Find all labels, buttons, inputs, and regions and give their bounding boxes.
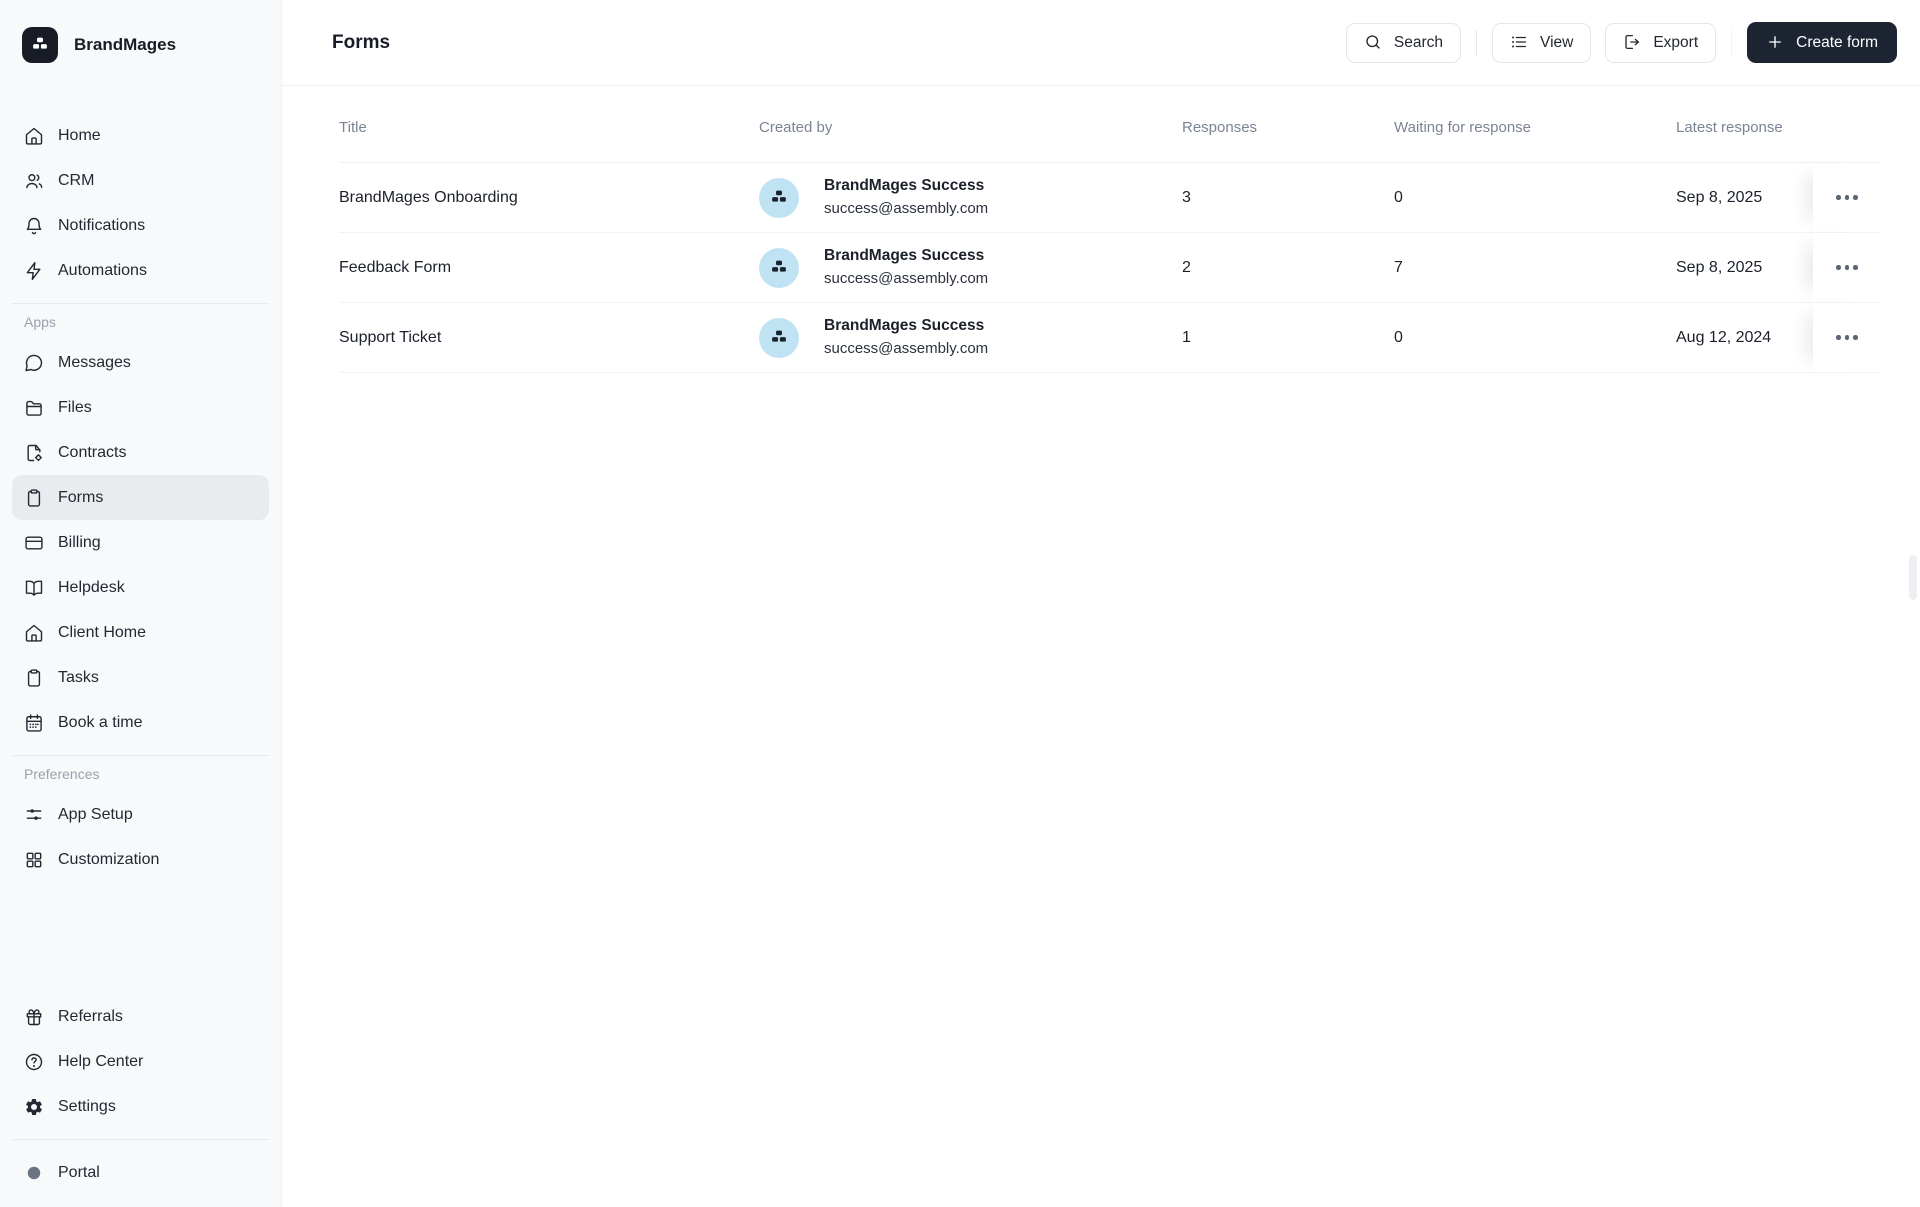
sidebar-item-settings[interactable] <box>12 1084 269 1129</box>
sidebar-footer-nav <box>0 994 281 1207</box>
search-button[interactable] <box>1346 23 1461 63</box>
file-gear-icon <box>24 443 44 463</box>
sidebar-item-client-home[interactable] <box>12 610 269 655</box>
column-header-responses: Responses <box>1182 118 1258 136</box>
creator-avatar <box>759 248 799 288</box>
creator-email: success@assembly.com <box>824 269 989 287</box>
brand-name: BrandMages <box>74 35 177 54</box>
sidebar-item-messages[interactable] <box>12 340 269 385</box>
table-body <box>339 163 1881 373</box>
sidebar-item-label: Settings <box>58 1097 116 1115</box>
page-header <box>282 0 1920 86</box>
creator-name: BrandMages Success <box>824 317 985 335</box>
sliders-icon <box>24 805 44 825</box>
creator-name: BrandMages Success <box>824 247 985 265</box>
bell-icon <box>24 216 44 236</box>
sidebar <box>0 0 282 1207</box>
creator-name: BrandMages Success <box>824 177 985 195</box>
created-by-cell <box>759 245 1182 289</box>
sidebar-item-helpdesk[interactable] <box>12 565 269 610</box>
message-icon <box>24 353 44 373</box>
clipboard-icon <box>24 668 44 688</box>
created-by-cell <box>759 175 1182 219</box>
form-title: Feedback Form <box>339 258 452 276</box>
zap-icon <box>24 261 44 281</box>
column-header-title: Title <box>339 118 367 136</box>
sidebar-item-label: Book a time <box>58 713 143 731</box>
dot-icon <box>24 1163 44 1183</box>
table-row[interactable] <box>339 303 1881 373</box>
waiting-count: 7 <box>1394 258 1403 276</box>
sidebar-item-label: Helpdesk <box>58 578 125 596</box>
sidebar-item-customization[interactable] <box>12 837 269 882</box>
sidebar-item-help-center[interactable] <box>12 1039 269 1084</box>
search-button-label: Search <box>1393 33 1444 51</box>
clipboard-icon <box>24 488 44 508</box>
sidebar-item-book-a-time[interactable] <box>12 700 269 745</box>
row-actions-cell <box>1813 233 1881 302</box>
creator-avatar <box>759 318 799 358</box>
view-button-label: View <box>1540 33 1574 51</box>
actions-divider <box>1731 30 1732 56</box>
credit-card-icon <box>24 533 44 553</box>
sidebar-item-label: Help Center <box>58 1052 144 1070</box>
sidebar-item-contracts[interactable] <box>12 430 269 475</box>
sidebar-item-billing[interactable] <box>12 520 269 565</box>
list-view-icon <box>1510 33 1530 53</box>
column-header-created-by: Created by <box>759 118 833 136</box>
sidebar-item-label: Home <box>58 126 101 144</box>
sidebar-item-label: CRM <box>58 171 95 189</box>
help-circle-icon <box>24 1052 44 1072</box>
export-button-label: Export <box>1653 33 1699 51</box>
sidebar-item-tasks[interactable] <box>12 655 269 700</box>
row-actions-cell <box>1813 163 1881 232</box>
latest-response-date: Sep 8, 2025 <box>1676 188 1763 206</box>
table-row[interactable] <box>339 233 1881 303</box>
brand-logo-icon <box>22 27 58 63</box>
brand <box>0 0 281 63</box>
column-header-latest: Latest response <box>1676 118 1783 136</box>
sidebar-item-automations[interactable] <box>12 248 269 293</box>
sidebar-item-label: Forms <box>58 488 104 506</box>
column-header-waiting: Waiting for response <box>1394 118 1532 136</box>
sidebar-item-label: Referrals <box>58 1007 123 1025</box>
row-actions-cell <box>1813 303 1881 372</box>
search-icon <box>1364 33 1384 53</box>
header-actions <box>1346 22 1897 63</box>
grid-icon <box>24 850 44 870</box>
create-form-button-label: Create form <box>1796 33 1878 51</box>
form-title: BrandMages Onboarding <box>339 188 518 206</box>
forms-table <box>339 86 1881 373</box>
sidebar-item-label: Files <box>58 398 92 416</box>
latest-response-date: Sep 8, 2025 <box>1676 258 1763 276</box>
calendar-icon <box>24 713 44 733</box>
sidebar-item-app-setup[interactable] <box>12 792 269 837</box>
table-row[interactable] <box>339 163 1881 233</box>
waiting-count: 0 <box>1394 328 1403 346</box>
creator-avatar <box>759 178 799 218</box>
sidebar-item-label: Contracts <box>58 443 127 461</box>
sidebar-item-files[interactable] <box>12 385 269 430</box>
main-content <box>282 0 1920 1207</box>
folder-icon <box>24 398 44 418</box>
sidebar-item-forms[interactable] <box>12 475 269 520</box>
sidebar-item-label: Notifications <box>58 216 146 234</box>
responses-count: 2 <box>1182 258 1191 276</box>
creator-email: success@assembly.com <box>824 199 989 217</box>
sidebar-section-label: Preferences <box>24 766 100 782</box>
sidebar-item-referrals[interactable] <box>12 994 269 1039</box>
page-title: Forms <box>332 31 391 53</box>
table-header-row <box>339 86 1881 163</box>
form-title: Support Ticket <box>339 328 442 346</box>
responses-count: 1 <box>1182 328 1191 346</box>
sidebar-item-crm[interactable] <box>12 158 269 203</box>
plus-icon <box>1766 33 1786 53</box>
sidebar-item-label: Messages <box>58 353 131 371</box>
gear-icon <box>24 1097 44 1117</box>
export-icon <box>1623 33 1643 53</box>
waiting-count: 0 <box>1394 188 1403 206</box>
scrollbar-thumb[interactable] <box>1909 555 1917 600</box>
sidebar-item-notifications[interactable] <box>12 203 269 248</box>
sidebar-item-label: Customization <box>58 850 160 868</box>
sidebar-divider <box>12 1139 269 1140</box>
actions-divider <box>1476 30 1477 56</box>
book-open-icon <box>24 578 44 598</box>
sidebar-item-label: Client Home <box>58 623 147 641</box>
sidebar-item-label: Tasks <box>58 668 99 686</box>
sidebar-item-label: Billing <box>58 533 101 551</box>
home-icon <box>24 126 44 146</box>
responses-count: 3 <box>1182 188 1191 206</box>
sidebar-divider <box>12 303 269 304</box>
users-icon <box>24 171 44 191</box>
sidebar-nav <box>0 113 281 882</box>
sidebar-item-label: App Setup <box>58 805 133 823</box>
creator-email: success@assembly.com <box>824 339 989 357</box>
view-button[interactable] <box>1492 23 1591 63</box>
row-menu-button[interactable] <box>1826 185 1868 210</box>
created-by-cell <box>759 315 1182 359</box>
create-form-button[interactable] <box>1747 22 1897 63</box>
gift-icon <box>24 1007 44 1027</box>
sidebar-item-label: Automations <box>58 261 147 279</box>
home-icon <box>24 623 44 643</box>
sidebar-item-portal[interactable] <box>12 1150 269 1195</box>
sidebar-item-label: Portal <box>58 1163 100 1181</box>
export-button[interactable] <box>1605 23 1716 63</box>
latest-response-date: Aug 12, 2024 <box>1676 328 1772 346</box>
sidebar-item-home[interactable] <box>12 113 269 158</box>
sidebar-divider <box>12 755 269 756</box>
row-menu-button[interactable] <box>1826 325 1868 350</box>
sidebar-section-label: Apps <box>24 314 56 330</box>
row-menu-button[interactable] <box>1826 255 1868 280</box>
